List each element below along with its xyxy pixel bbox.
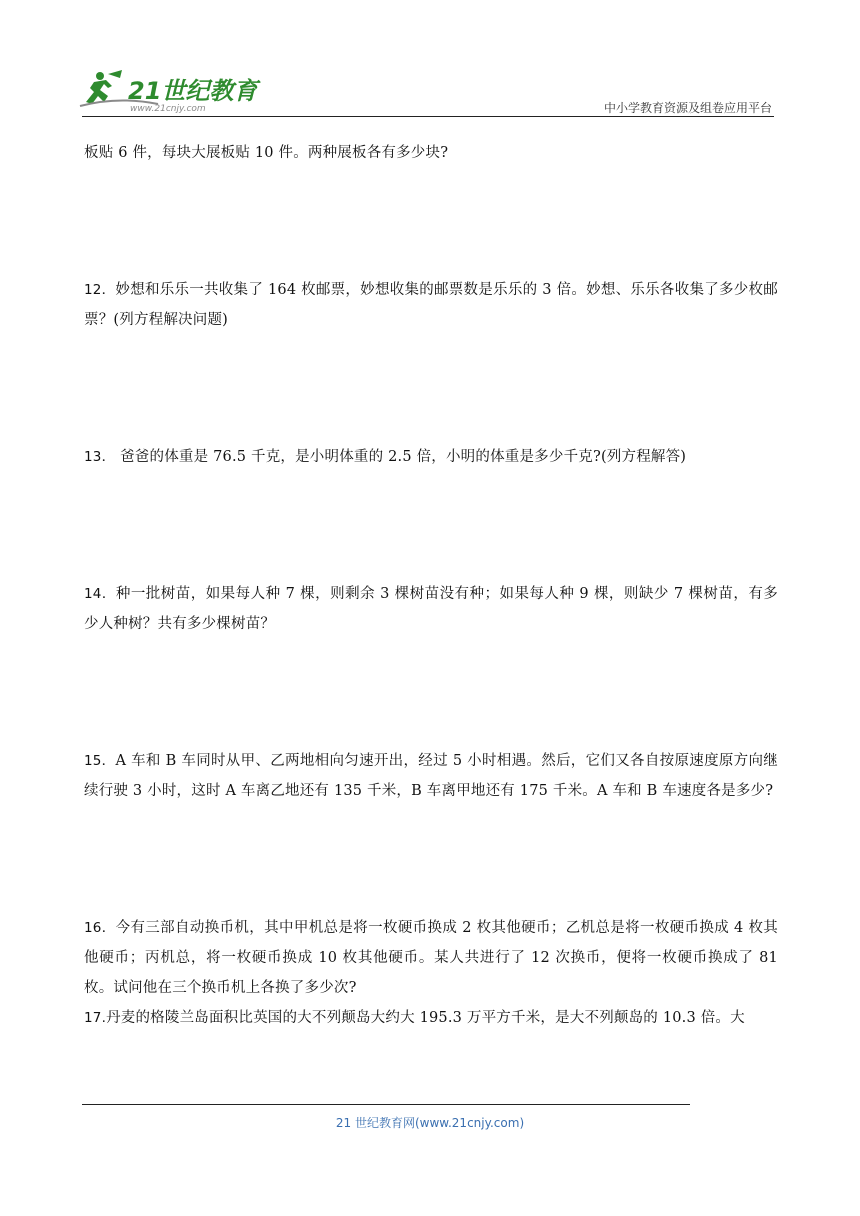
question-text: A 车和 B 车同时从甲、乙两地相向匀速开出，经过 5 小时相遇。然后，它们又各自按原速度原方向继续行驶 3 小时，这时 A 车离乙地还有 135 千米，B 车离甲地还有 175 千米。A 车和 B 车速度各是多少?	[84, 753, 778, 799]
footer-divider	[82, 1104, 690, 1105]
logo-wordmark	[128, 78, 257, 114]
platform-name: 中小学教育资源及组卷应用平台	[603, 101, 772, 115]
question-15	[84, 746, 778, 806]
question-number: 15．	[84, 753, 116, 769]
question-text: 妙想和乐乐一共收集了 164 枚邮票，妙想收集的邮票数是乐乐的 3 倍。妙想、乐乐各收集了多少枚邮票？(列方程解决问题)	[84, 282, 779, 328]
question-number: 13．	[84, 449, 116, 465]
question-number: 17.	[84, 1010, 107, 1026]
question-number: 16．	[84, 920, 116, 936]
question-text: 板贴 6 件，每块大展板贴 10 件。两种展板各有多少块?	[84, 145, 449, 161]
question-14	[84, 579, 778, 639]
question-16	[84, 913, 778, 1003]
question-list	[84, 138, 778, 1033]
question-text: 丹麦的格陵兰岛面积比英国的大不列颠岛大约大 195.3 万平方千米，是大不列颠岛的 10.3 倍。大	[106, 1010, 745, 1026]
question-text: 爸爸的体重是 76.5 千克，是小明体重的 2.5 倍，小明的体重是多少千克?(列方程解答)	[115, 449, 687, 465]
question-17	[84, 1003, 778, 1033]
header-divider	[82, 116, 774, 117]
question-text: 种一批树苗，如果每人种 7 棵，则剩余 3 棵树苗没有种；如果每人种 9 棵，则缺少 7 棵树苗，有多少人种树？共有多少棵树苗？	[84, 586, 778, 632]
question-number: 14．	[84, 586, 116, 602]
footer-link[interactable]: 21 世纪教育网(www.21cnjy.com)	[335, 1116, 525, 1130]
question-12	[84, 275, 778, 335]
question-number: 12．	[84, 282, 116, 298]
logo-main-text: 21世纪教育	[128, 77, 258, 105]
question-text: 今有三部自动换币机，其中甲机总是将一枚硬币换成 2 枚其他硬币；乙机总是将一枚硬币换成 4 枚其他硬币；丙机总，将一枚硬币换成 10 枚其他硬币。某人共进行了 12 次换币，便将一枚硬币换成了 81 枚。试问他在三个换币机上各换了多少次?	[84, 920, 779, 996]
question-13	[84, 442, 778, 472]
logo-url-text: www.21cnjy.com	[130, 104, 206, 114]
question-11-continuation	[84, 138, 778, 168]
